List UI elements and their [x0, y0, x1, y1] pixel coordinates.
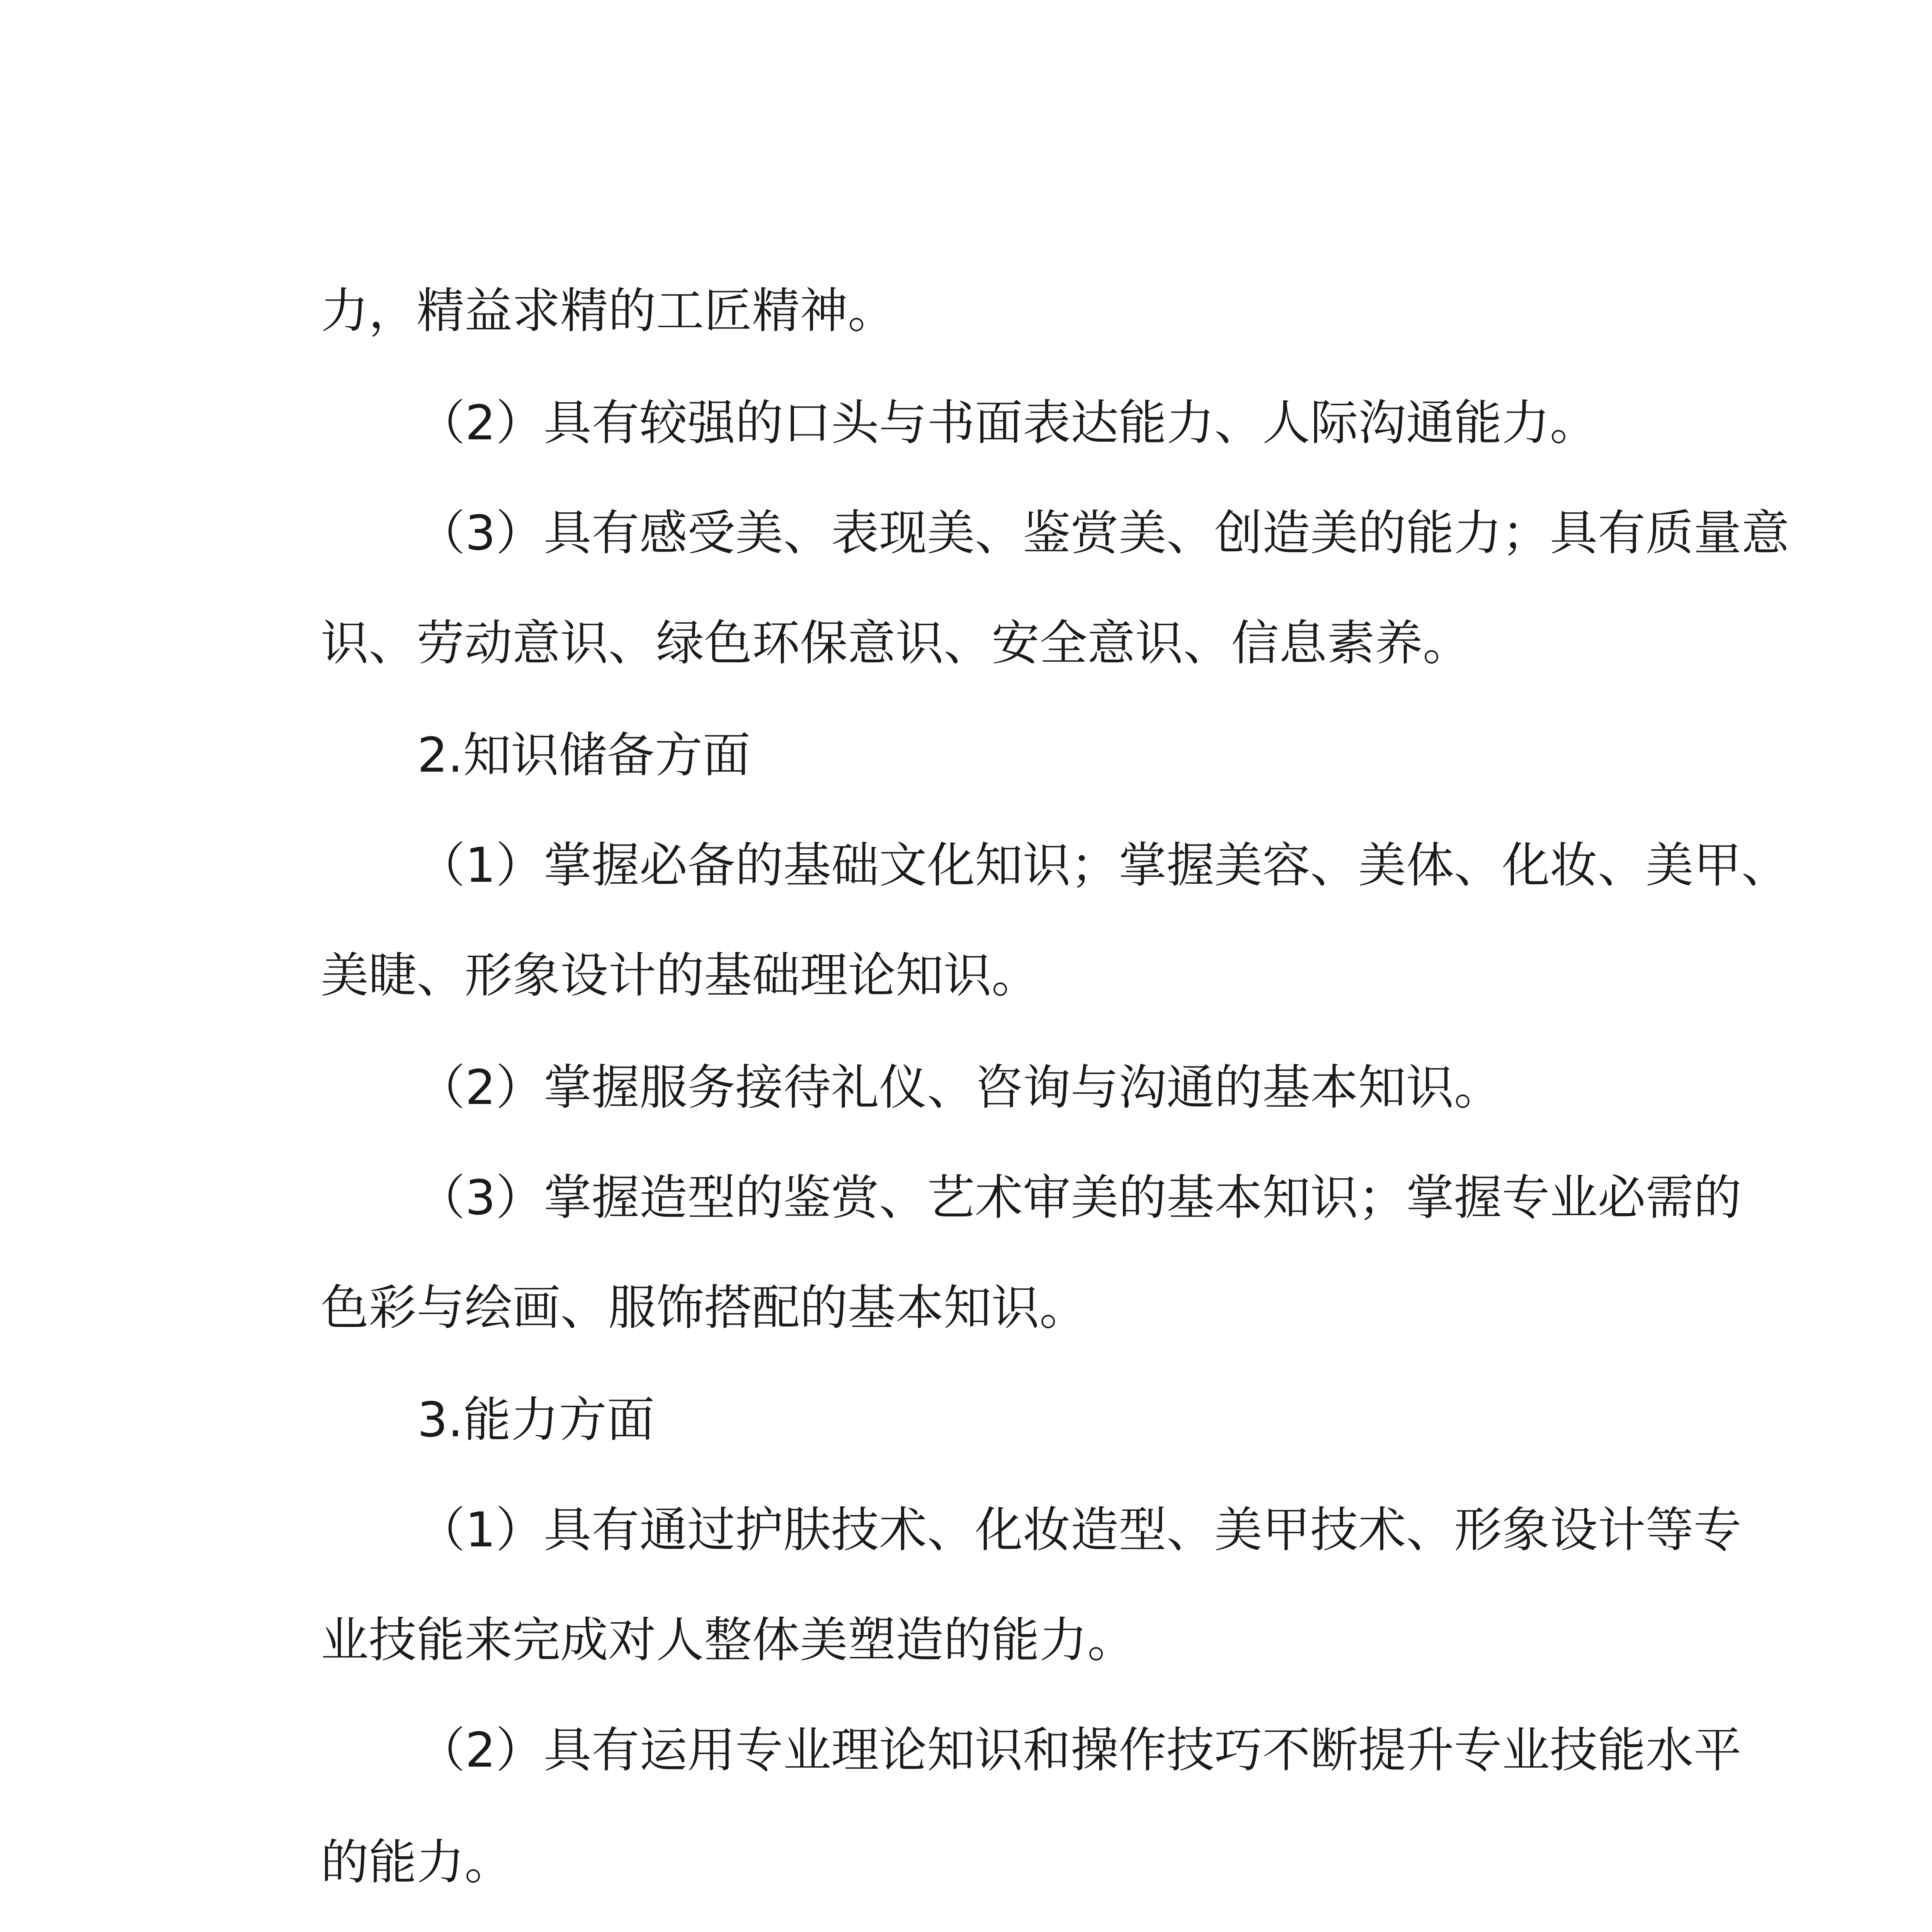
list-item: （2）具有较强的口头与书面表达能力、人际沟通能力。 — [417, 395, 1598, 451]
section-heading: 2.知识储备方面 — [417, 728, 751, 783]
list-item: （3）掌握造型的鉴赏、艺术审美的基本知识；掌握专业必需的 — [417, 1170, 1742, 1226]
paragraph-line: 识、劳动意识、绿色环保意识、安全意识、信息素养。 — [321, 616, 1471, 671]
paragraph-line: 美睫、形象设计的基础理论知识。 — [321, 948, 1040, 1003]
paragraph-line: 的能力。 — [321, 1835, 513, 1890]
list-item: （3）具有感受美、表现美、鉴赏美、创造美的能力；具有质量意 — [417, 505, 1789, 561]
list-item: （2）掌握服务接待礼仪、咨询与沟通的基本知识。 — [417, 1060, 1502, 1116]
paragraph-line: 色彩与绘画、服饰搭配的基本知识。 — [321, 1280, 1088, 1336]
section-heading: 3.能力方面 — [417, 1392, 655, 1448]
list-item: （1）具有通过护肤技术、化妆造型、美甲技术、形象设计等专 — [417, 1502, 1742, 1558]
list-item: （1）掌握必备的基础文化知识；掌握美容、美体、化妆、美甲、 — [417, 838, 1789, 893]
list-item: （2）具有运用专业理论知识和操作技巧不断提升专业技能水平 — [417, 1723, 1742, 1778]
paragraph-line: 力，精益求精的工匠精神。 — [321, 283, 896, 339]
paragraph-line: 业技能来完成对人整体美塑造的能力。 — [321, 1612, 1136, 1668]
